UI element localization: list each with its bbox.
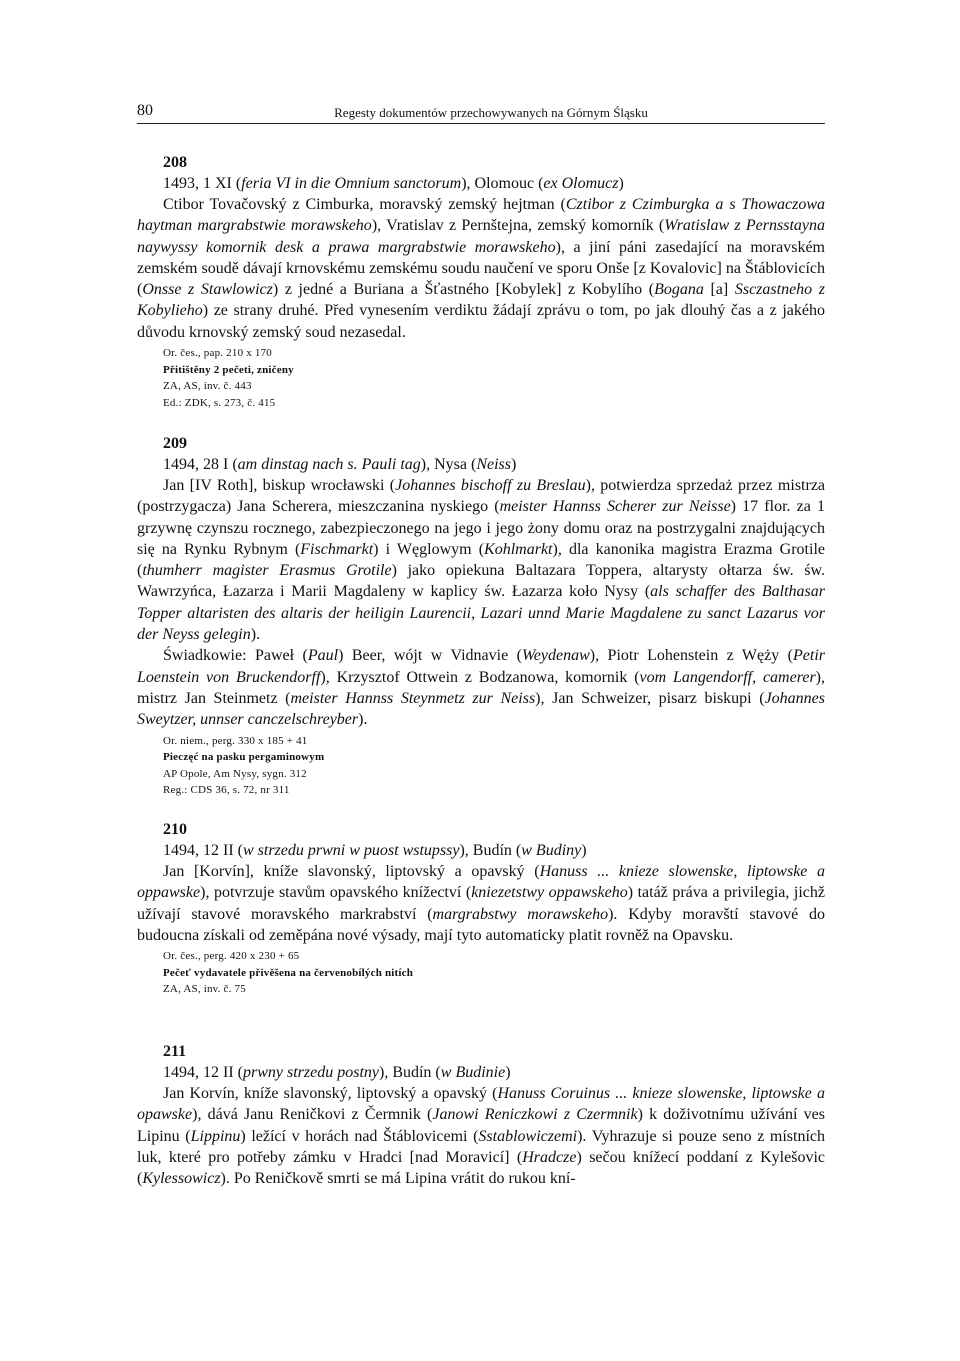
text-run: ), potvrzuje stavům opavského knížectví ( [200,884,472,902]
text-run: Jan Korvín, kníže slavonský, liptovský a opavský ( [163,1085,498,1102]
text-run: ), potwierdza sprzedaż przez mistrza (postrzygacza) Jana Scherera, mieszczanina nyskiego ( [137,477,826,516]
archival-notes [163,948,825,998]
text-run: ), Jan Schweizer, pisarz biskupi ( [535,689,765,707]
italic-source-quote: Fischmarkt [300,540,374,558]
text-run: ), Vratislav z Pernštejna, zemský komorník ( [371,217,665,235]
entry-date-line [163,173,825,194]
italic-source-quote: prwny strzedu postny [242,1064,379,1081]
archival-note: Or. niem., perg. 330 x 185 + 41 [163,734,308,747]
italic-source-quote: Weydenaw [521,647,590,665]
text-run: 1493, 1 XI ( [163,175,242,192]
text-run: ), Budín ( [459,842,522,859]
entry-paragraph [137,475,825,645]
text-run: ) i Węglowym ( [373,540,485,558]
text-run: ). Kdyby moravští stavové do budoucna získali od zeměpána nové výsady, mají tyto automaticky platit rovněž na Opavsku. [137,905,826,944]
text-run: ) Beer, wójt w Vidnavie ( [338,647,522,665]
italic-source-quote: Wratislaw z Pernsstayna naywyssy komornik desk a prawa margrabstwie morawskeho [137,217,825,256]
italic-source-quote: w Budinie [440,1064,506,1081]
entry-date-line [163,840,825,861]
italic-source-quote: Hanuss ... knieze slowenske, liptowske a oppawske [137,863,826,902]
italic-source-quote: meister Hannss Steynmetz zur Neiss [290,689,536,707]
text-run: Świadkowie: Paweł ( [163,647,308,665]
archival-note: Or. čes., perg. 420 x 230 + 65 [163,950,300,963]
italic-source-quote: w Budiny [521,842,582,859]
page-number: 80 [137,102,153,119]
entry-date-line [163,454,825,475]
italic-source-quote: Sstablowiczemi [478,1127,578,1145]
text-run: ), a jiní páni zasedající na moravském zemském soudě dávají krnovskému zemskému soudu naučení ve sporu Onše [z Kovalovic] na Štáblovicích ( [137,238,826,299]
archival-note: Pečeť vydavatele přivěšena na červenobílých nitích [163,966,414,979]
archival-note: Reg.: CDS 36, s. 72, nr 311 [163,784,290,797]
italic-source-quote: Petir Loenstein von Bruckendorff [137,647,825,686]
entry-number: 209 [163,435,187,452]
italic-source-quote: am dinstag nach s. Pauli tag [237,456,421,473]
text-run: Jan [Korvín], kníže slavonský, liptovský a opavský ( [163,863,540,880]
text-run: 1494, 12 II ( [163,842,243,859]
italic-source-quote: Bogana [654,281,704,299]
italic-source-quote: w strzedu prwni w puost wstupssy [242,842,460,859]
header-rule [137,123,825,124]
entry-date-line [163,1062,825,1083]
entry-number: 210 [163,821,187,838]
text-run: Ctibor Tovačovský z Cimburka, moravský zemský hejtman ( [163,196,566,213]
italic-source-quote: Johannes bischoff zu Breslau [395,477,586,494]
italic-source-quote: Paul [307,647,339,665]
entry-paragraph [137,1083,825,1189]
running-header: Regesty dokumentów przechowywanych na Górnym Śląsku [334,105,648,120]
text-run: ) [510,456,517,473]
italic-source-quote: Lippinu [190,1127,241,1145]
text-run: ) tatáž práva a privilegia, jichž užívají stavové moravského markrabství ( [137,884,826,923]
archival-notes [163,733,825,799]
archival-note: Přitištěny 2 pečeti, zničeny [163,363,294,376]
italic-source-quote: Kylessowicz [142,1170,221,1188]
italic-source-quote: thumherr magister Erasmus Grotile [142,562,392,580]
italic-source-quote: Hradcze [522,1148,577,1166]
italic-source-quote: Johannes Sweytzer, unnser canczelschreyber [137,689,825,729]
italic-source-quote: kniezetstwy oppawskeho [471,884,628,902]
text-run: Jan [IV Roth], biskup wrocławski ( [163,477,396,494]
italic-source-quote: feria VI in die Omnium sanctorum [241,175,462,192]
text-run: ), mistrz Jan Steinmetz ( [137,668,825,707]
text-run: ). [358,711,368,729]
text-run: [a] [703,281,735,299]
italic-source-quote: vom Langendorff, camerer [639,668,816,686]
text-run: ) 17 flor. za 1 grzywnę czynszu rocznego, zabezpieczonego na jego i jego żony domu oraz na postrzygalni znajdujących się na Rynku Rybnym ( [137,498,826,558]
entry-210 [137,819,825,998]
italic-source-quote: Hanuss Coruinus ... knieze slowenske, liptowske a opawske [137,1085,825,1124]
text-run: ) jako opiekuna Baltazara Toppera, altarysty ołtarza św. św. Wawrzyńca, Łazarza i Marii Magdaleny w kaplicy św. Łazarza koło Nysy ( [137,562,825,601]
entry-208 [137,152,825,411]
text-run: ), Budín ( [378,1064,441,1081]
text-run: ), dává Janu Reničkovi z Čermnik ( [192,1106,433,1124]
italic-source-quote: als schaffer des Balthasar Topper altaristen des altaris der heiligin Laurencii, Lazari unnd Marie Magdalene zu sanct Lazarus vor der Neyss gelegin [137,583,825,644]
text-run: ) z jedné a Buriana a Šťastného [Kobylek] z Kobylího ( [272,281,655,299]
italic-source-quote: Ssczastneho z Kobylieho [137,281,826,320]
italic-source-quote: Janowi Reniczkowi z Czermnik [432,1106,638,1124]
text-run: ), dla kanonika magistra Erazma Grotile ( [137,540,825,580]
entry-paragraph [137,194,825,343]
archival-note: Pieczęć na pasku pergaminowym [163,751,325,764]
italic-source-quote: meister Hannss Scherer zur Neisse [499,498,731,516]
text-run: ), Nysa ( [420,456,477,473]
text-run: ) [581,842,587,859]
text-run: ) [505,1064,511,1081]
italic-source-quote: Cztibor z Czimburgka a s Thowaczowa haytman margrabstwie morawskeho [137,196,826,235]
entry-paragraph [137,861,825,946]
archival-note: Or. čes., pap. 210 x 170 [163,347,272,360]
archival-notes [163,345,825,411]
archival-note: Ed.: ZDK, s. 273, č. 415 [163,396,276,409]
text-run: 1494, 28 I ( [163,456,238,473]
text-run: ). [250,626,261,644]
archival-note: ZA, AS, inv. č. 75 [163,983,246,996]
italic-source-quote: margrabstwy morawskeho [432,905,609,923]
text-run: ). Vyhrazuje si pouze seno z místních luk, které pro potřeby zámku v Hradci [nad Moravicí] ( [137,1127,826,1166]
text-run: ) ze strany druhé. Před vynesením verdiktu žádají zprávu o tom, po jak dlouhý čas a z jakého důvodu krnovský zemský soud nezasedal. [137,302,825,341]
text-run: 1494, 12 II ( [163,1064,243,1081]
text-run: ) [618,175,624,192]
text-run: ), Krzysztof Ottwein z Bodzanowa, komornik ( [320,668,640,686]
archival-note: AP Opole, Am Nysy, sygn. 312 [163,767,307,780]
archival-note: ZA, AS, inv. č. 443 [163,380,252,393]
text-run: ) k doživotnímu užívání ves Lipinu ( [137,1106,825,1145]
entry-number: 211 [163,1043,187,1060]
text-run: ) ležící v horách nad Štáblovicemi ( [240,1127,479,1145]
text-run: ), Olomouc ( [461,175,544,192]
text-run: ) sečou knížecí poddaní z Kylešovic ( [137,1148,825,1188]
entry-number: 208 [163,154,187,171]
italic-source-quote: ex Olomucz [543,175,619,192]
italic-source-quote: Kohlmarkt [484,540,553,558]
text-run: ). Po Reničkově smrti se má Lipina vrátit do rukou kní- [220,1170,576,1188]
text-run: ), Piotr Lohenstein z Węży ( [589,647,793,665]
italic-source-quote: Onsse z Stawlowicz [142,281,273,299]
entry-211 [137,1041,825,1189]
entry-209 [137,433,825,799]
italic-source-quote: Neiss [476,456,511,473]
entry-paragraph [137,645,825,730]
